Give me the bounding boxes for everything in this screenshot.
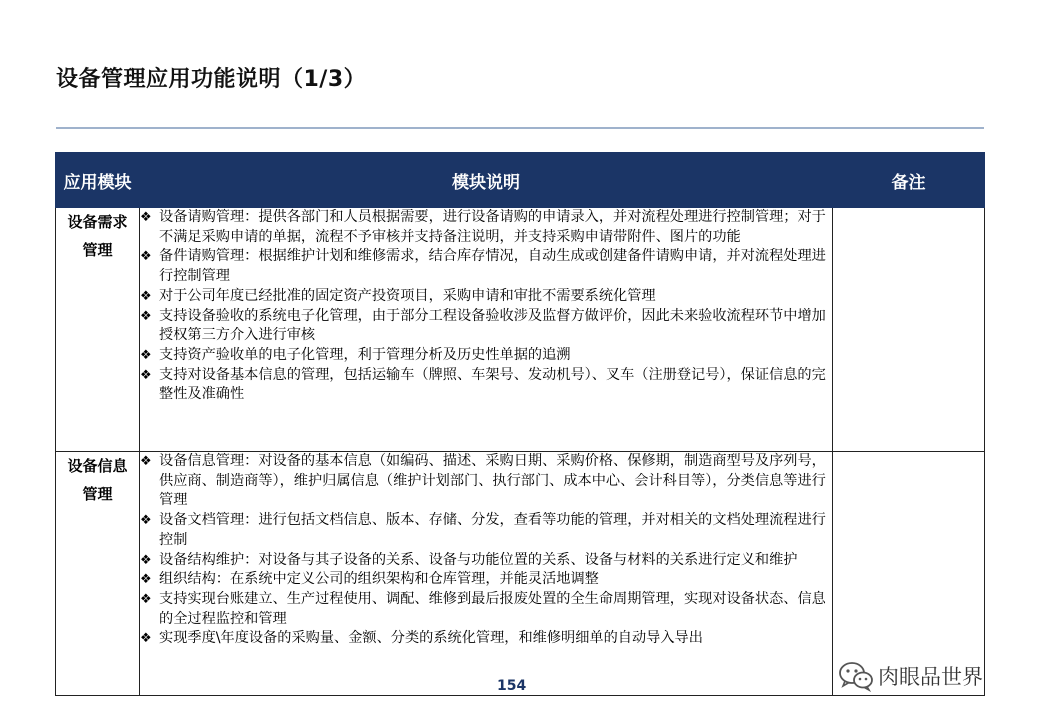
list-item-text: 支持资产验收单的电子化管理，利于管理分析及历史性单据的追溯 (159, 346, 571, 363)
bullet-diamond-icon: ❖ (140, 591, 152, 607)
watermark (838, 660, 983, 692)
list-item-text: 组织结构：在系统中定义公司的组织架构和仓库管理，并能灵活地调整 (159, 571, 599, 588)
bullet-diamond-icon: ❖ (140, 249, 152, 265)
page-number: 154 (497, 678, 527, 694)
module-name-line: 设备信息 (67, 457, 128, 475)
page-title: 设备管理应用功能说明（1/3） (56, 67, 367, 92)
table-row (56, 208, 985, 452)
note-cell (833, 208, 985, 452)
module-cell (56, 452, 140, 696)
bullet-diamond-icon: ❖ (140, 288, 152, 304)
bullet-diamond-icon: ❖ (140, 454, 152, 469)
title-divider (56, 127, 984, 129)
list-item (140, 511, 832, 550)
module-name-line: 管理 (82, 241, 113, 259)
header-description: 模块说明 (140, 153, 833, 208)
wechat-icon (838, 660, 874, 692)
list-item-text: 设备信息管理：对设备的基本信息（如编码、描述、采购日期、采购价格、保修期，制造商型号及序列号，供应商、制造商等），维护归属信息（维护计划部门、执行部门、成本中心、会计科目等），分类信息等进行管理 (159, 453, 826, 509)
watermark-text: 肉眼品世界 (878, 665, 983, 689)
description-cell (140, 452, 833, 696)
module-cell (56, 208, 140, 452)
list-item (140, 629, 832, 649)
table-header-row (56, 153, 985, 208)
list-item (140, 366, 832, 405)
bullet-diamond-icon: ❖ (140, 552, 152, 568)
list-item-text: 支持实现台账建立、生产过程使用、调配、维修到最后报废处置的全生命周期管理，实现对设备状态、信息的全过程监控和管理 (159, 590, 826, 627)
list-item (140, 570, 832, 590)
list-item-text: 实现季度\年度设备的采购量、金额、分类的系统化管理，和维修明细单的自动导入导出 (159, 630, 703, 647)
bullet-diamond-icon: ❖ (140, 347, 152, 363)
list-item-text: 设备结构维护：对设备与其子设备的关系、设备与功能位置的关系、设备与材料的关系进行定义和维护 (159, 551, 798, 568)
list-item (140, 590, 832, 629)
list-item-text: 备件请购管理：根据维护计划和维修需求，结合库存情况，自动生成或创建备件请购申请，并对流程处理进行控制管理 (159, 248, 826, 285)
list-item (140, 551, 832, 571)
list-item-text: 设备文档管理：进行包括文档信息、版本、存储、分发，查看等功能的管理，并对相关的文档处理流程进行控制 (159, 512, 826, 548)
module-name-line: 管理 (82, 485, 113, 503)
bullet-diamond-icon: ❖ (140, 210, 152, 225)
list-item (140, 287, 832, 307)
module-name-line: 设备需求 (67, 213, 128, 231)
list-item-text: 设备请购管理：提供各部门和人员根据需要，进行设备请购的申请录入，并对流程处理进行控制管理；对于不满足采购申请的单据，流程不予审核并支持备注说明，并支持采购申请带附件、图片的功能 (159, 209, 826, 245)
list-item (140, 346, 832, 366)
bullet-list (140, 452, 832, 649)
list-item-text: 支持设备验收的系统电子化管理，由于部分工程设备验收涉及监督方做评价，因此未来验收流程环节中增加授权第三方介入进行审核 (159, 307, 826, 344)
description-cell (140, 208, 833, 452)
list-item (140, 307, 832, 346)
header-module: 应用模块 (56, 153, 140, 208)
header-note: 备注 (833, 153, 985, 208)
bullet-diamond-icon: ❖ (140, 631, 152, 647)
list-item-text: 对于公司年度已经批准的固定资产投资项目，采购申请和审批不需要系统化管理 (159, 287, 656, 304)
function-table (55, 152, 985, 696)
list-item (140, 208, 832, 247)
note-cell (833, 452, 985, 696)
table-row (56, 452, 985, 696)
bullet-diamond-icon: ❖ (140, 308, 152, 324)
list-item (140, 452, 832, 511)
bullet-list (140, 208, 832, 405)
list-item (140, 247, 832, 286)
bullet-diamond-icon: ❖ (140, 572, 152, 588)
list-item-text: 支持对设备基本信息的管理，包括运输车（牌照、车架号、发动机号）、叉车（注册登记号），保证信息的完整性及准确性 (159, 366, 826, 403)
bullet-diamond-icon: ❖ (140, 367, 152, 383)
bullet-diamond-icon: ❖ (140, 513, 152, 529)
